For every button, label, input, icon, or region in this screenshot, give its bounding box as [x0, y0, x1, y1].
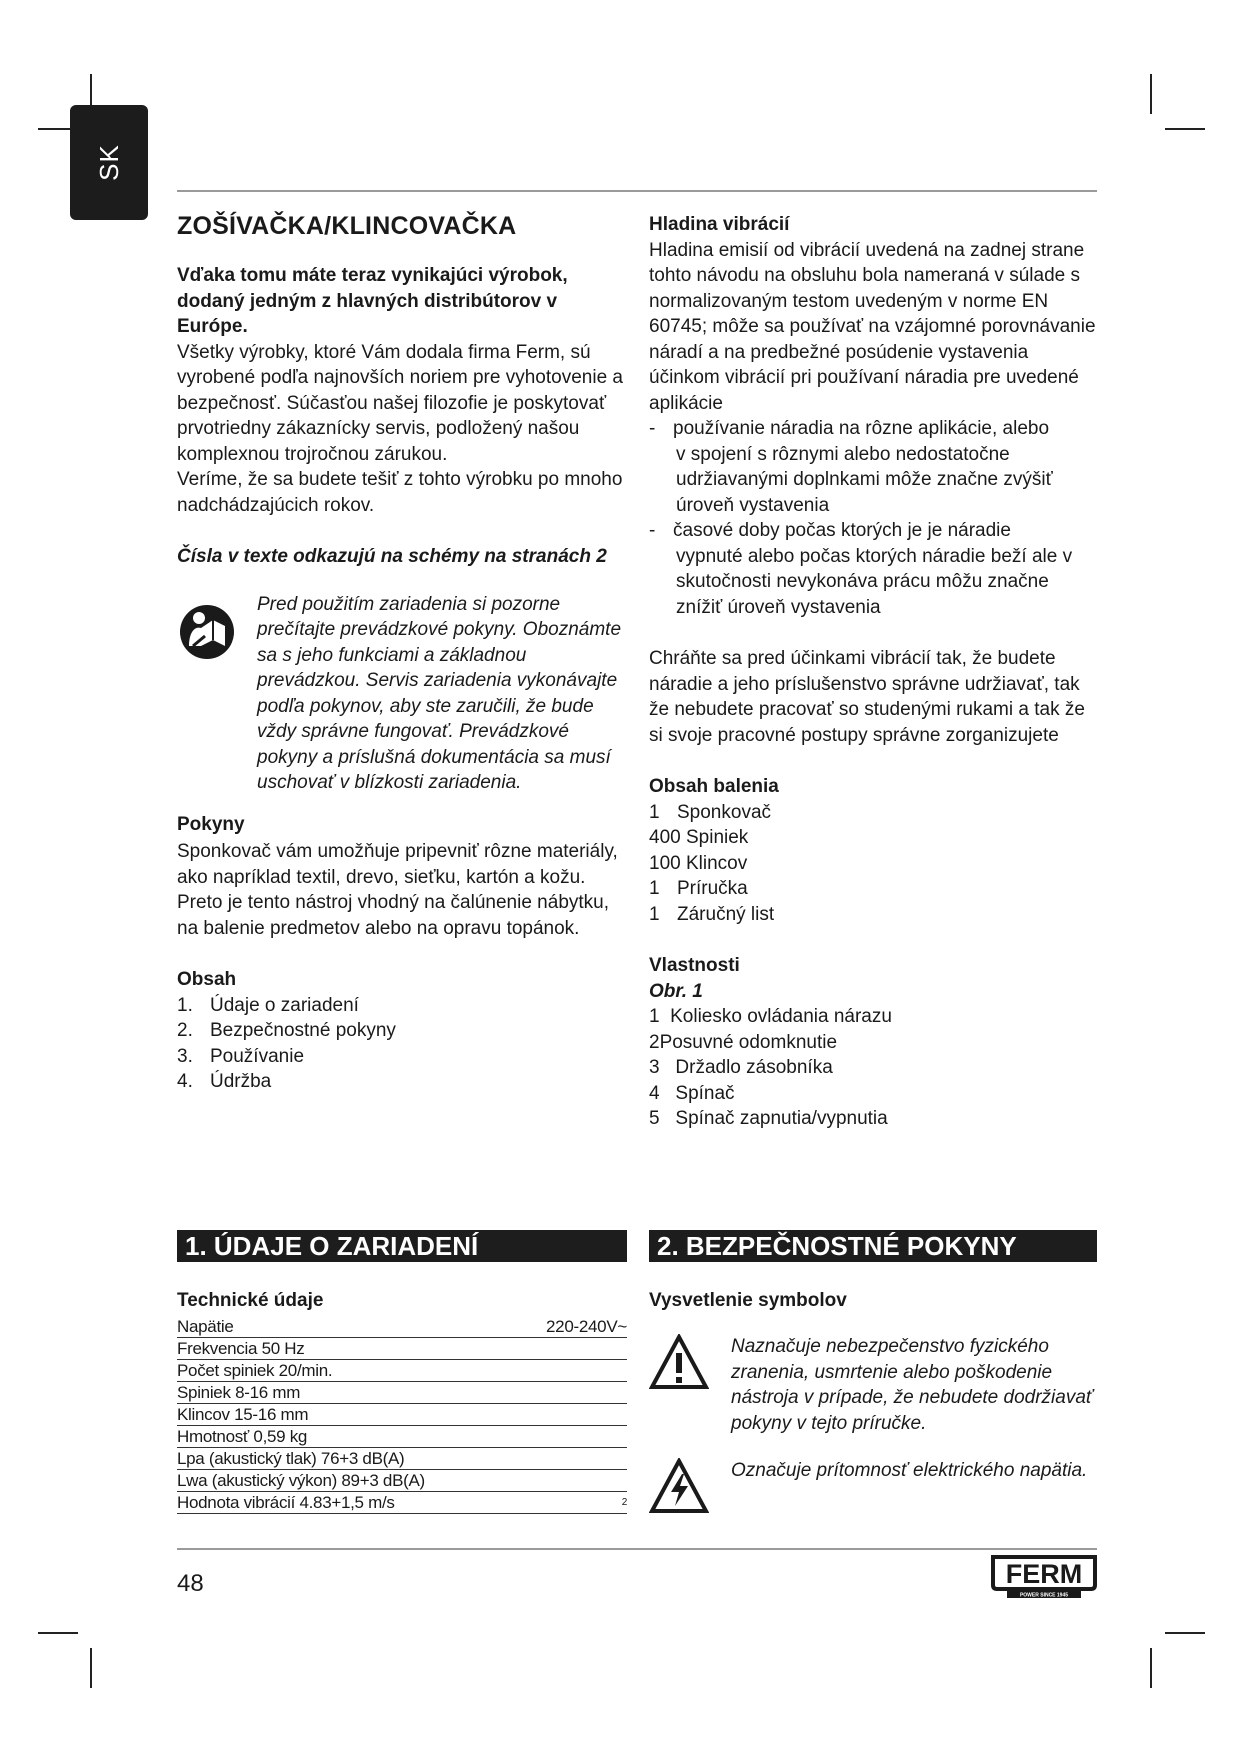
table-row: Spiniek 8-16 mm [177, 1382, 627, 1404]
language-tab [70, 105, 148, 220]
list-item: - časové doby počas ktorých je je náradie vypnuté alebo počas ktorých náradie beží ale v skutočnosti nevykonáva prácu môžu značne znížiť úroveň vystavenia [649, 520, 1073, 618]
list-item: 1 Príručka [649, 878, 748, 899]
logo-tagline: POWER SINCE 1945 [1019, 1592, 1069, 1599]
symbol-row [649, 1458, 1099, 1519]
list-item: 1 Sponkovač [649, 801, 772, 823]
obsah-title: Obsah [177, 969, 237, 990]
props-item: 2Posuvné odomknutie [649, 1031, 838, 1053]
crop-mark [1150, 74, 1152, 114]
table-row: Počet spiniek 20/min. [177, 1360, 627, 1382]
ferm-logo [991, 1555, 1097, 1601]
list-item: 2. Bezpečnostné pokyny [177, 1020, 396, 1041]
technical-data [177, 1290, 627, 1514]
table-row: Napätie 220-240V~ [177, 1317, 627, 1336]
numbers-note: Čísla v texte odkazujú na schémy na stranách 2 [177, 546, 607, 567]
crop-mark [1150, 1648, 1152, 1688]
bottom-rule [177, 1548, 1097, 1550]
read-manual-icon [177, 592, 257, 796]
intro-paragraph: Všetky výrobky, ktoré Vám dodala firma Ferm, sú vyrobené podľa najnovších noriem pre vyhotovenie a bezpečnosť. Súčasťou našej filozofie je poskytovať prvotriedny zákaznícky servis, podložený našou komplexnou trojročnou zárukou. [177, 341, 623, 465]
table-row: Lwa (akustický výkon) 89+3 dB(A) [177, 1470, 627, 1492]
list-item: 400 Spiniek [649, 827, 749, 848]
props-item: 1 Koliesko ovládania nárazu [649, 1006, 892, 1027]
crop-mark [90, 1648, 92, 1688]
electric-text: Označuje prítomnosť elektrického napätia. [731, 1460, 1088, 1481]
intro-paragraph-2: Veríme, že sa budete tešiť z tohto výrobku po mnoho nadchádzajúcich rokov. [177, 469, 623, 516]
electric-hazard-icon [649, 1458, 731, 1519]
pokyny-title: Pokyny [177, 813, 245, 835]
props-title: Vlastnosti [649, 955, 740, 976]
vibration-title: Hladina vibrácií [649, 214, 790, 235]
warning-text: Naznačuje nebezpečenstvo fyzického zranenia, usmrtenie alebo poškodenie nástroja v prípade, že nebudete dodržiavať pokyny v tejto príručke. [731, 1336, 1093, 1434]
list-item: 4. Údržba [177, 1071, 272, 1092]
page-title: ZOŠÍVAČKA/KLINCOVAČKA [177, 212, 517, 240]
props-item: 5 Spínač zapnutia/vypnutia [649, 1108, 888, 1129]
pack-list [649, 800, 1099, 928]
pack-title: Obsah balenia [649, 776, 779, 797]
list-item: - používanie náradia na rôzne aplikácie, alebo v spojení s rôznymi alebo nedostatočne udržiavanými doplnkami môže značne zvýšiť úroveň vystavenia [649, 418, 1053, 516]
crop-mark [1165, 1632, 1205, 1634]
list-item: 100 Klincov [649, 852, 748, 874]
warning-icon [649, 1334, 731, 1436]
pokyny-text: Sponkovač vám umožňuje pripevniť rôzne materiály, ako napríklad textil, drevo, sieťku, kartón a kožu. Preto je tento nástroj vhodný na čalúnenie nábytku, na balenie predmetov alebo na opravu topánok. [177, 841, 618, 939]
props-item: 4 Spínač [649, 1082, 735, 1104]
table-row: Hmotnosť 0,59 kg [177, 1426, 627, 1448]
section-1-heading: 1. ÚDAJE O ZARIADENÍ [177, 1230, 627, 1262]
page-number: 48 [177, 1570, 204, 1597]
list-item: 1 Záručný list [649, 903, 775, 925]
section-2-heading: 2. BEZPEČNOSTNÉ POKYNY [649, 1230, 1097, 1262]
vibration-list [649, 416, 1099, 620]
table-row: Lpa (akustický tlak) 76+3 dB(A) [177, 1448, 627, 1470]
list-item: 1. Údaje o zariadení [177, 994, 359, 1016]
table-row: Frekvencia 50 Hz [177, 1338, 627, 1360]
intro-bold: Vďaka tomu máte teraz vynikajúci výrobok, dodaný jedným z hlavných distribútorov v Európe. [177, 265, 568, 337]
props-item: 3 Držadlo zásobníka [649, 1057, 833, 1078]
read-manual-notice [177, 592, 627, 796]
protect-text: Chráňte sa pred účinkami vibrácií tak, že budete náradie a jeho príslušenstvo správne udržiavať, tak že nebudete pracovať so studenými rukami a tak že si svoje pracovné postupy správne zorganizujete [649, 648, 1085, 746]
crop-mark [38, 1632, 78, 1634]
symbol-row [649, 1334, 1099, 1436]
obsah-list [177, 993, 627, 1095]
tech-title: Technické údaje [177, 1290, 324, 1311]
table-row: Klincov 15-16 mm [177, 1404, 627, 1426]
vibration-text: Hladina emisií od vibrácií uvedená na zadnej strane tohto návodu na obsluhu bola nameraná v súlade s normalizovaným testom uvedeným v norme EN 60745; môže sa používať na vzájomné porovnávanie náradí a na predbežné posúdenie vystavenia účinkom vibrácií pri používaní náradia pre uvedené aplikácie [649, 239, 1096, 414]
notice-text: Pred použitím zariadenia si pozorne prečítajte prevádzkové pokyny. Oboznámte sa s jeho funkciami a základnou prevádzkou. Servis zariadenia vykonávajte podľa pokynov, aby ste zaručili, že bude vždy správne fungovať. Prevádzkové pokyny a príslušná dokumentácia sa musí uschovať v blízkosti zariadenia. [257, 593, 622, 793]
right-column [649, 212, 1099, 1132]
symbols-title: Vysvetlenie symbolov [649, 1290, 847, 1311]
left-column [177, 212, 627, 1095]
logo-text: FERM [1005, 1559, 1083, 1589]
symbols-section [649, 1290, 1099, 1519]
top-rule [177, 190, 1097, 192]
list-item: 3. Používanie [177, 1045, 305, 1067]
language-code: SK [93, 144, 124, 181]
table-row: Hodnota vibrácií 4.83+1,5 m/s 2 [177, 1493, 627, 1512]
figure-ref: Obr. 1 [649, 980, 703, 1002]
crop-mark [1165, 128, 1205, 130]
